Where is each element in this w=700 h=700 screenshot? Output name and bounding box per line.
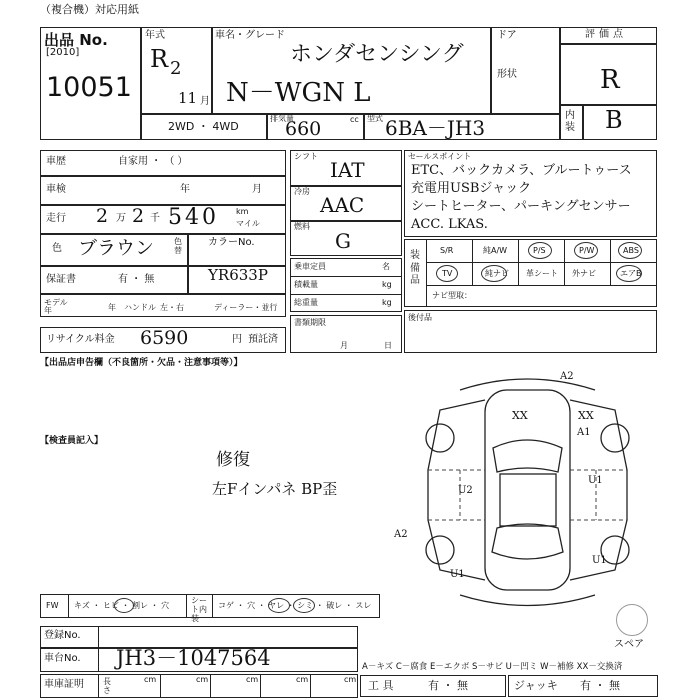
chassis-value: JH3－1047564 xyxy=(116,646,271,670)
cert-unit-1: cm xyxy=(144,675,157,684)
document-term-label: 書類期限 xyxy=(294,318,326,327)
mark-u1-a: U1 xyxy=(588,475,603,486)
history-label: 車歴 xyxy=(46,156,66,167)
circle-navi xyxy=(481,265,507,282)
garage-cert-label: 車庫証明 xyxy=(44,679,84,690)
color-code-label: カラーNo. xyxy=(208,237,255,248)
circle-ps xyxy=(528,242,552,259)
sales-line-4: ACC. LKAS. xyxy=(411,217,488,232)
circle-tv xyxy=(436,265,458,282)
grade-score: R xyxy=(600,65,620,95)
mile-unit: マイル xyxy=(236,219,260,228)
mark-a2-top: A2 xyxy=(560,371,574,382)
km-unit: km xyxy=(236,207,249,216)
inspector-label: 【検査員記入】 xyxy=(40,436,104,446)
tools-label: 工 具 xyxy=(368,679,394,692)
mark-u1-c: U1 xyxy=(592,555,607,566)
mark-u1-b: U1 xyxy=(450,569,465,580)
circle-pw xyxy=(574,242,598,259)
mark-xx-1: XX xyxy=(512,409,528,422)
damage-legend: A－キズ C－腐食 E－エクボ S－サビ U－凹ミ W－補修 XX－交換済 xyxy=(362,662,623,672)
color-value: ブラウン xyxy=(78,237,155,259)
seller-notes-label: 【出品店申告欄（不良箇所・欠品・注意事項等）】 xyxy=(40,358,243,368)
lot-number: 10051 xyxy=(46,72,132,103)
sales-line-3: シートヒーター、パーキングセンサー xyxy=(411,199,631,214)
seat-label: シート内装 xyxy=(191,596,207,623)
equip-sr: S/R xyxy=(440,246,454,255)
nenshiki-label: 年式 xyxy=(145,30,165,41)
sen-unit: 千 xyxy=(150,213,160,224)
interior-label: 内装 xyxy=(565,110,575,133)
gross-unit: kg xyxy=(382,298,392,307)
man-unit: 万 xyxy=(116,213,126,224)
sales-line-2: 充電用USBジャック xyxy=(411,181,532,196)
equip-abs: ABS xyxy=(623,246,639,255)
tools-value: 有 ・ 無 xyxy=(428,679,468,692)
jack-value: 有 ・ 無 xyxy=(580,679,620,692)
aircon-value: AAC xyxy=(320,193,365,217)
recycle-label: リサイクル料金 xyxy=(46,334,115,345)
spare-tire-icon xyxy=(616,604,648,636)
cert-unit-2: cm xyxy=(196,675,209,684)
shape-label: 形状 xyxy=(497,69,517,80)
circle-yare xyxy=(268,598,290,613)
cert-unit-5: cm xyxy=(344,675,357,684)
gross-label: 総重量 xyxy=(294,298,318,307)
nenshiki-month: 11 xyxy=(178,89,198,107)
interior-score: B xyxy=(605,106,623,134)
fuel-label: 燃料 xyxy=(294,222,310,231)
warranty-value: 有 ・ 無 xyxy=(118,274,155,285)
mileage-value: 540 xyxy=(168,205,219,230)
car-label: 車名・グレード xyxy=(215,30,285,41)
car-name-jp: ホンダセンシング xyxy=(290,42,464,67)
recycle-value: 6590 xyxy=(140,327,189,349)
nenshiki-year: 2 xyxy=(170,58,182,79)
mark-u2: U2 xyxy=(458,485,473,496)
sales-label: セールスポイント xyxy=(408,152,472,161)
drive-label: 2WD ・ 4WD xyxy=(168,120,239,133)
equip-outnavi: 外ナビ xyxy=(572,269,596,278)
sales-line-1: ETC、バックカメラ、ブルートゥース xyxy=(411,163,632,178)
cert-unit-4: cm xyxy=(296,675,309,684)
payload-unit: kg xyxy=(382,280,392,289)
aftermarket-box xyxy=(404,310,657,353)
cert-unit-3: cm xyxy=(246,675,259,684)
equip-pw: P/W xyxy=(579,246,595,255)
model-code-value: 6BA－JH3 xyxy=(385,116,486,140)
mark-xx-2: XX xyxy=(578,409,594,422)
shift-label: シフト xyxy=(294,152,318,161)
cc-unit: cc xyxy=(350,115,359,124)
reg-no-label: 登録No. xyxy=(44,630,81,641)
mileage-man: 2 xyxy=(96,205,109,227)
grade-label: 評価点 xyxy=(585,29,627,40)
door-label: ドア xyxy=(497,30,517,41)
equip-tv: TV xyxy=(442,269,453,278)
capacity-unit: 名 xyxy=(382,262,390,271)
seat-items: コゲ ・ 穴 ・ ヤレ ・ シミ ・ 破レ ・ スレ xyxy=(218,601,372,610)
mark-a1: A1 xyxy=(577,427,591,438)
chassis-label: 車台No. xyxy=(44,653,81,664)
mileage-label: 走行 xyxy=(46,213,66,224)
circle-airbag xyxy=(616,265,642,282)
lot-year-tag: [2010] xyxy=(46,47,80,58)
color-change-label: 色替 xyxy=(174,237,182,255)
handle-label: ハンドル xyxy=(124,303,156,312)
equipment-label: 装備品 xyxy=(410,250,420,286)
inspector-line-1: 修復 xyxy=(216,450,250,470)
displacement-value: 660 xyxy=(285,118,322,140)
car-damage-diagram xyxy=(400,370,670,610)
color-label: 色 xyxy=(52,243,62,254)
handle-value: 左・右 xyxy=(160,303,184,312)
mileage-sen: 2 xyxy=(132,205,145,227)
circle-abs xyxy=(618,242,642,259)
model-year-year: 年 xyxy=(108,303,116,312)
model-code-label: 型式 xyxy=(367,114,383,123)
car-model: N－WGN L xyxy=(226,78,371,108)
equip-aw: 純A/W xyxy=(483,246,508,255)
inspection-month: 月 xyxy=(252,184,262,195)
circle-shimi xyxy=(293,598,315,613)
fuel-value: G xyxy=(335,229,351,253)
spare-label: スペア xyxy=(614,639,644,650)
jack-label: ジャッキ xyxy=(514,679,558,692)
capacity-label: 乗車定員 xyxy=(294,262,326,271)
fw-items: キズ ・ ヒビ ・ 割レ ・ 穴 xyxy=(74,601,170,610)
inspection-label: 車検 xyxy=(46,184,66,195)
shift-value: IAT xyxy=(330,158,365,182)
mark-a2-left: A2 xyxy=(394,529,408,540)
recycle-unit: 円 xyxy=(232,334,242,345)
document-term-day: 日 xyxy=(384,341,392,350)
document-term-month: 月 xyxy=(340,341,348,350)
inspection-year: 年 xyxy=(180,184,190,195)
fw-label: FW xyxy=(46,601,59,610)
lot-label: 出品 No. xyxy=(44,31,108,49)
equip-leather: 革シート xyxy=(526,269,558,278)
circle-hibi xyxy=(114,598,134,613)
displacement-label: 排気量 xyxy=(270,114,294,123)
navi-label: ナビ型取： xyxy=(432,291,472,300)
model-year-label: モデル 年 xyxy=(44,298,68,315)
inspector-line-2: 左Fインパネ BP歪 xyxy=(212,480,338,498)
warranty-label: 保証書 xyxy=(46,274,76,285)
month-unit: 月 xyxy=(200,96,210,107)
equip-airbag: エアB xyxy=(620,269,642,278)
nenshiki-era: R xyxy=(150,45,169,73)
registration-no-box xyxy=(40,626,358,648)
payload-label: 積載量 xyxy=(294,280,318,289)
aircon-label: 冷房 xyxy=(294,187,310,196)
dealer-label: ディーラー・並行 xyxy=(214,303,278,312)
equip-ps: P/S xyxy=(533,246,546,255)
cert-length-label: 長さ xyxy=(103,677,111,695)
aftermarket-label: 後付品 xyxy=(408,313,432,322)
history-value: 自家用 ・ （ ） xyxy=(118,156,188,167)
form-title: （複合機）対応用紙 xyxy=(40,3,139,16)
equip-navi: 純ナビ xyxy=(485,269,509,278)
color-code: YR633P xyxy=(208,266,268,284)
recycle-note: 預託済 xyxy=(248,334,278,345)
